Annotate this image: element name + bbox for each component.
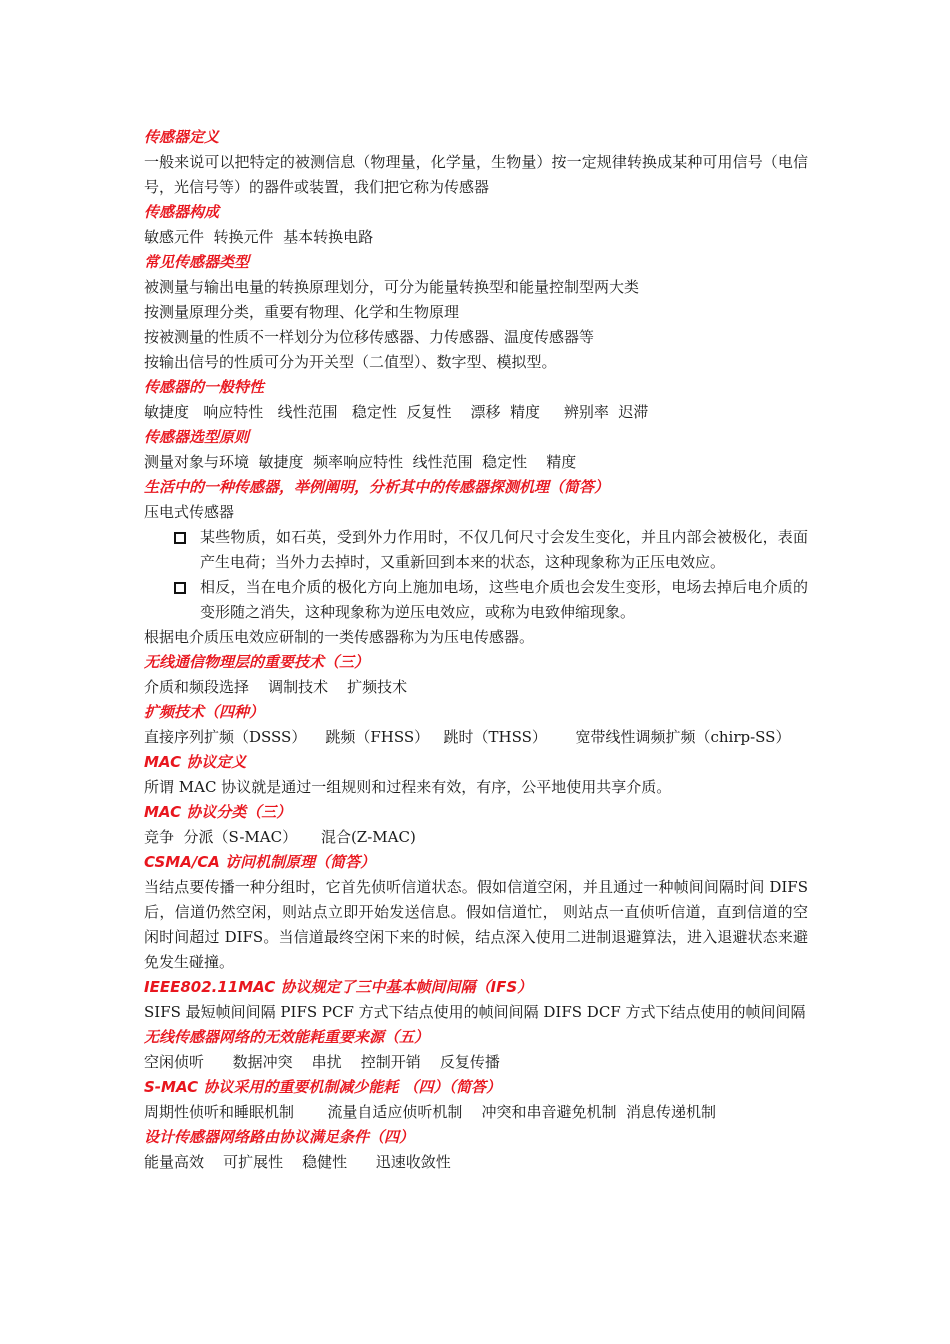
paragraph: 竞争 分派（S-MAC） 混合(Z-MAC) — [144, 828, 416, 846]
paragraph: 压电式传感器 — [144, 503, 235, 521]
section-heading: 传感器选型原则 — [144, 428, 250, 446]
section-heading: 传感器构成 — [144, 203, 220, 221]
square-bullet-icon — [174, 532, 186, 544]
section-heading: 无线传感器网络的无效能耗重要来源（五） — [144, 1028, 430, 1046]
paragraph: 按被测量的性质不一样划分为位移传感器、力传感器、温度传感器等 — [144, 328, 595, 346]
paragraph: SIFS 最短帧间间隔 PIFS PCF 方式下结点使用的帧间间隔 DIFS DCF 方式下结点使用的帧间间隔 — [144, 1003, 806, 1021]
bullet-item — [144, 575, 808, 625]
paragraph: 直接序列扩频（DSSS） 跳频（FHSS） 跳时（THSS） 宽带线性调频扩频（chirp-SS） — [144, 728, 791, 746]
section-heading: S-MAC 协议采用的重要机制减少能耗 （四）（简答） — [144, 1078, 502, 1096]
section-heading: 生活中的一种传感器，举例阐明，分析其中的传感器探测机理（简答） — [144, 478, 610, 496]
bullet-text: 相反，当在电介质的极化方向上施加电场，这些电介质也会发生变形，电场去掉后电介质的变形随之消失，这种现象称为逆压电效应，或称为电致伸缩现象。 — [200, 578, 808, 621]
paragraph: 介质和频段选择 调制技术 扩频技术 — [144, 678, 408, 696]
paragraph: 当结点要传播一种分组时，它首先侦听信道状态。假如信道空闲，并且通过一种帧间间隔时间 DIFS 后，信道仍然空闲，则站点立即开始发送信息。假如信道忙， 则站点一直侦听信道，直到信道的空闲时间超过 DIFS。当信道最终空闲下来的时候，结点深入使用二进制退避算法，进入退避状态来避免发生碰撞。 — [144, 878, 808, 971]
document-body — [144, 125, 808, 1175]
paragraph: 敏捷度 响应特性 线性范围 稳定性 反复性 漂移 精度 辨别率 迟滞 — [144, 403, 649, 421]
section-heading: 扩频技术（四种） — [144, 703, 265, 721]
paragraph: 按测量原理分类，重要有物理、化学和生物原理 — [144, 303, 460, 321]
section-heading: CSMA/CA 访问机制原理（简答） — [144, 853, 376, 871]
section-heading: MAC 协议定义 — [144, 753, 247, 771]
section-heading: 传感器定义 — [144, 128, 220, 146]
section-heading: 常见传感器类型 — [144, 253, 250, 271]
bullet-item — [144, 525, 808, 575]
paragraph: 根据电介质压电效应研制的一类传感器称为为压电传感器。 — [144, 628, 535, 646]
paragraph: 一般来说可以把特定的被测信息（物理量，化学量，生物量）按一定规律转换成某种可用信号（电信号，光信号等）的器件或装置，我们把它称为传感器 — [144, 153, 808, 196]
square-bullet-icon — [174, 582, 186, 594]
paragraph: 周期性侦听和睡眠机制 流量自适应侦听机制 冲突和串音避免机制 消息传递机制 — [144, 1103, 716, 1121]
paragraph: 能量高效 可扩展性 稳健性 迅速收敛性 — [144, 1153, 451, 1171]
section-heading: IEEE802.11MAC 协议规定了三中基本帧间间隔（IFS） — [144, 978, 533, 996]
section-heading: 设计传感器网络路由协议满足条件（四） — [144, 1128, 415, 1146]
paragraph: 测量对象与环境 敏捷度 频率响应特性 线性范围 稳定性 精度 — [144, 453, 577, 471]
paragraph: 空闲侦听 数据冲突 串扰 控制开销 反复传播 — [144, 1053, 500, 1071]
section-heading: 传感器的一般特性 — [144, 378, 265, 396]
bullet-text: 某些物质，如石英，受到外力作用时，不仅几何尺寸会发生变化，并且内部会被极化，表面产生电荷；当外力去掉时，又重新回到本来的状态，这种现象称为正压电效应。 — [200, 528, 808, 571]
section-heading: MAC 协议分类（三） — [144, 803, 292, 821]
paragraph: 按输出信号的性质可分为开关型（二值型）、数字型、模拟型。 — [144, 353, 557, 371]
paragraph: 敏感元件 转换元件 基本转换电路 — [144, 228, 374, 246]
paragraph: 所谓 MAC 协议就是通过一组规则和过程来有效，有序，公平地使用共享介质。 — [144, 778, 672, 796]
paragraph: 被测量与输出电量的转换原理划分，可分为能量转换型和能量控制型两大类 — [144, 278, 640, 296]
section-heading: 无线通信物理层的重要技术（三） — [144, 653, 370, 671]
